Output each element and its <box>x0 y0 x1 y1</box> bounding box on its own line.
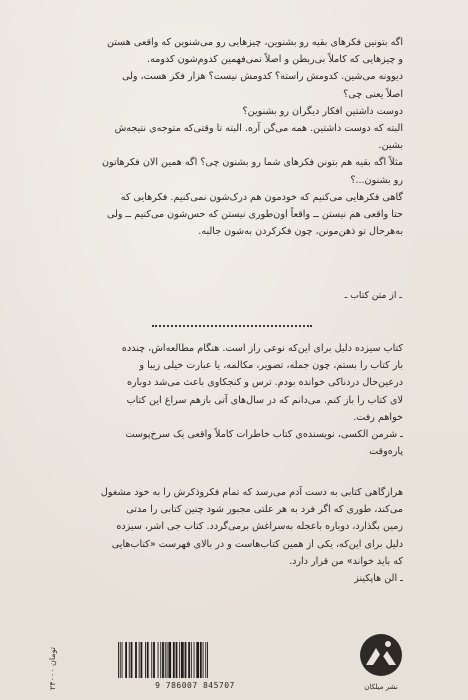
review-line: بار کتاب را بستم، چون جمله، تصویر، مکالمه، یا عبارت خیلی زیبا و <box>139 360 403 372</box>
excerpt-line: دوست داشتین افکار دیگران رو بشنوین؟ <box>242 105 403 117</box>
review-line: که باید خواند» من قرار دارد. <box>289 555 403 567</box>
barcode-bar <box>141 642 143 678</box>
barcode-bar <box>147 642 149 678</box>
excerpt-line: رو بشنون...؟ <box>350 174 403 186</box>
barcode-bar <box>122 642 123 678</box>
barcode-bar <box>139 642 140 678</box>
barcode-bar <box>167 642 168 678</box>
barcode-bar <box>135 642 137 678</box>
excerpt-source: ـ از متن کتاب ـ <box>344 290 402 301</box>
excerpt-line: و چیزهایی که کاملاً بی‌ربطن و اصلاً نمی‌فهمین کدوم‌شون کدومه. <box>147 54 403 66</box>
barcode-bar <box>158 642 159 678</box>
isbn-barcode <box>110 642 280 690</box>
barcode-bar <box>185 642 187 678</box>
excerpt-line: به‌هرحال تو ذهن‌مونن، چون فکرکردن به‌شون جالبه. <box>198 226 403 238</box>
excerpt-block <box>70 34 403 240</box>
excerpt-line: بشین. <box>378 140 403 152</box>
excerpt-line: مثلاً اگه بقیه هم بتونن فکرهای شما رو بشنون چی؟ اگه همین الان فکرهاتون <box>101 157 403 169</box>
publisher-logo-icon <box>358 632 404 686</box>
review-attribution: ـ شرمن الکسی، نویسنده‌ی کتاب خاطرات کاملاً واقعی یک سرخ‌پوست <box>125 429 403 441</box>
barcode-bar <box>165 642 166 678</box>
barcode-bar <box>118 642 119 678</box>
excerpt-line: اصلاً یعنی چی؟ <box>343 88 403 100</box>
barcode-bar <box>168 642 171 678</box>
isbn-number: 9 786007 845707 <box>155 681 235 690</box>
barcode-bar <box>120 642 121 678</box>
barcode-bar <box>191 642 192 678</box>
barcode-bar <box>203 642 204 678</box>
excerpt-line: البته که دوست داشتین. همه می‌گن آره. البته تا وقتی‌که متوجه‌ی نتیجه‌ش <box>114 123 403 135</box>
barcode-bar <box>181 642 184 678</box>
barcode-bar <box>200 642 202 678</box>
review-block-ellen-hopkins <box>70 484 403 587</box>
barcode-bar <box>188 642 190 678</box>
barcode-bar <box>125 642 127 678</box>
excerpt-line: گاهی فکرهایی می‌کنیم که خودمون هم درک‌شون نمی‌کنیم. فکرهایی که <box>120 191 403 203</box>
barcode-bar <box>196 642 199 678</box>
price-stamp: ۲۴۰۰۰ تومان <box>48 647 57 690</box>
review-line: درعین‌حال دردناکی خوانده بودم. ترس و کنجکاوی باعث می‌شد دوباره <box>126 377 403 389</box>
review-attribution: پاره‌وقت <box>369 446 403 458</box>
barcode-bar <box>131 642 133 678</box>
review-line: کتاب سیزده دلیل برای این‌که نوعی راز است. هنگام مطالعه‌اش، چندده <box>121 343 403 354</box>
barcode-icon <box>110 642 280 680</box>
barcode-bar <box>153 642 155 678</box>
review-line: می‌کند، طوری که اگر فرد به هر علتی مجبور شود چنین کتابی را مدتی <box>126 504 403 516</box>
barcode-bar <box>176 642 178 678</box>
barcode-bar <box>145 642 146 678</box>
excerpt-line: دیوونه می‌شین. کدومش راسته؟ کدومش نیست؟ هزار فکر هست، ولی <box>121 71 403 83</box>
review-block-sherman-alexie <box>70 340 403 460</box>
review-line: دلیل برای این‌که، یکی از همین کتاب‌هاست و در بالای فهرست «کتاب‌هایی <box>111 538 403 550</box>
barcode-bar <box>205 642 206 678</box>
barcode-bar <box>194 642 195 678</box>
review-line: خواهم رفت. <box>353 411 403 423</box>
excerpt-line: حتا واقعی هم نیستن ــ واقعاً اون‌طوری نیستن که حس‌شون می‌کنیم ــ ولی <box>106 209 403 221</box>
barcode-bar <box>162 642 164 678</box>
barcode-bar <box>151 642 152 678</box>
review-attribution: ـ الن هاپکینز <box>354 573 403 585</box>
barcode-bar <box>173 642 175 678</box>
review-line: لای کتاب را باز کنم. می‌دانم که در سال‌های آتی بازهم سراغ این کتاب <box>126 394 403 406</box>
excerpt-line: اگه بتونین فکرهای بقیه رو بشنوین، چیزهایی رو می‌شنوین که واقعی هستن <box>106 37 403 48</box>
review-line: هرازگاهی کتابی به دست آدم می‌رسد که تمام فکرو‌ذکرش را به خود مشغول <box>100 487 403 498</box>
barcode-bar <box>179 642 180 678</box>
barcode-bar <box>160 642 161 678</box>
barcode-bar <box>207 642 208 678</box>
dotted-divider <box>152 325 312 327</box>
review-line: زمین بگذارد، دوباره باعجله به‌سراغش برمی‌گردد. کتاب جی اشر، سیزده <box>116 521 403 533</box>
publisher-name: نشر میلکان <box>364 683 398 691</box>
barcode-bar <box>129 642 130 678</box>
